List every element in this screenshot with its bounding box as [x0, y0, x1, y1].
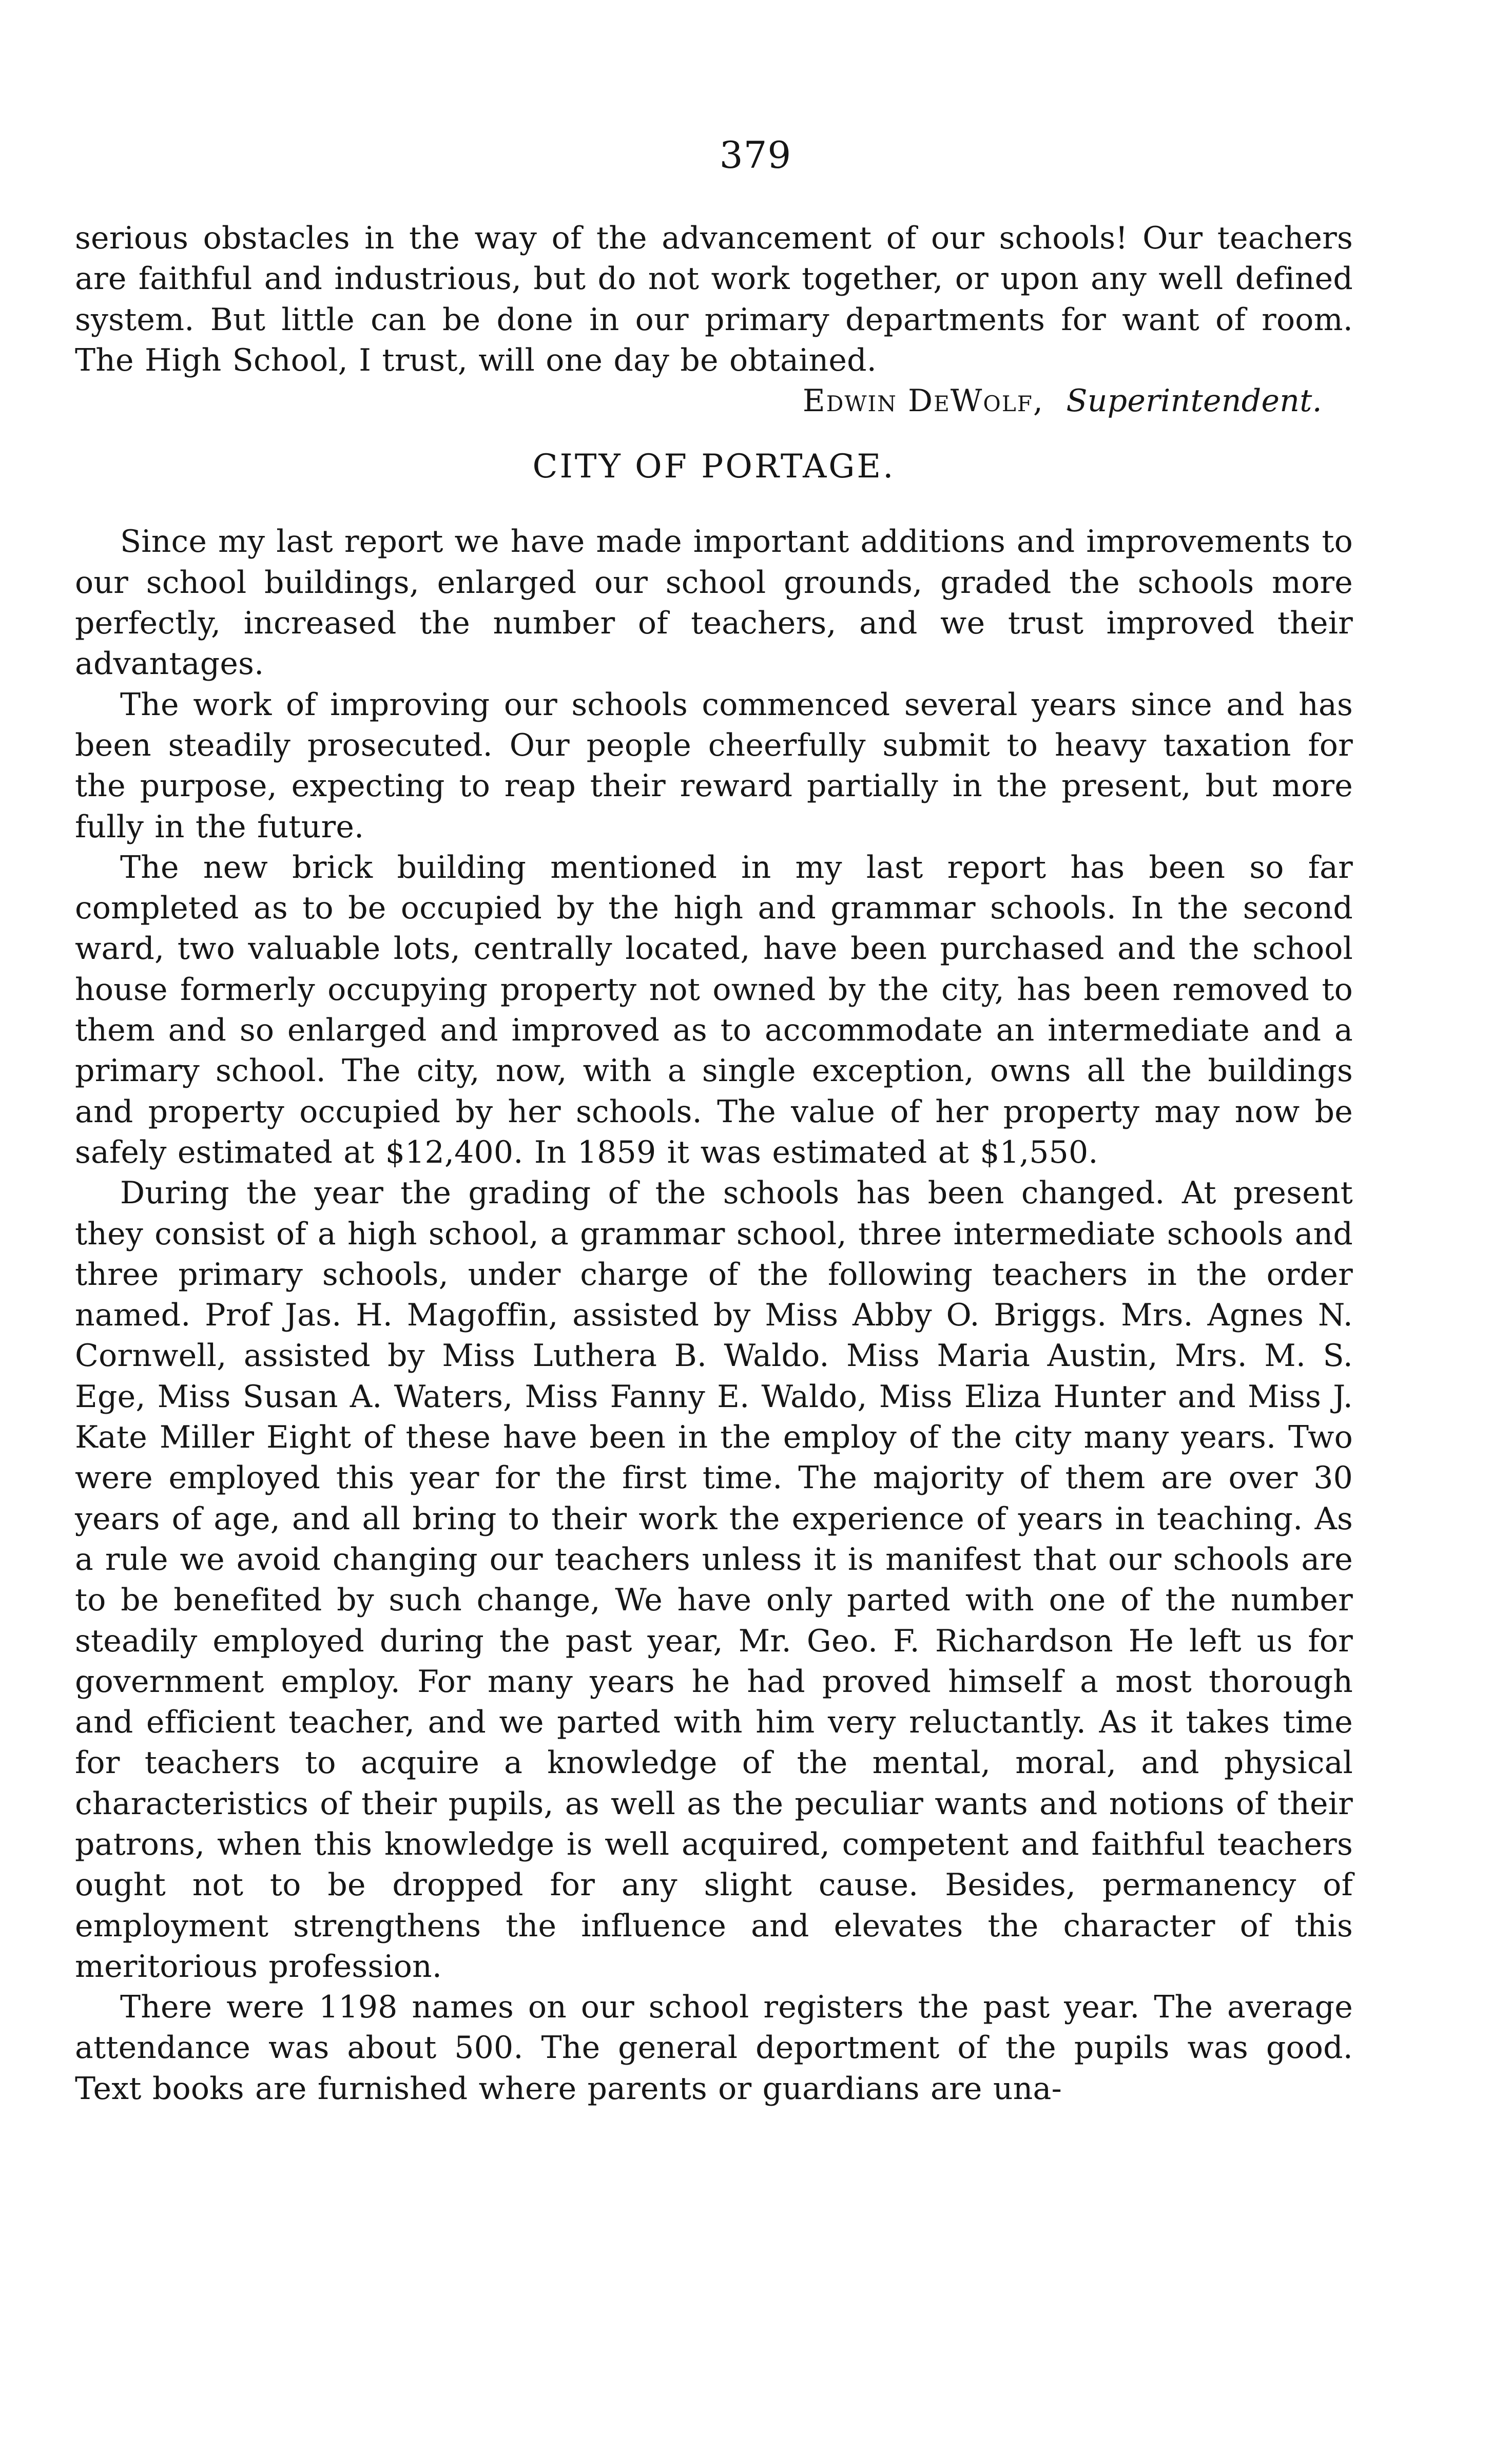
- paragraph-additions: Since my last report we have made important additions and improvements to our school buildings, enlarged our school grounds, graded the schools more perfectly, increased the number of teachers, and we trust improved their advantages.: [75, 524, 1353, 682]
- paragraph-teachers: During the year the grading of the schools has been changed. At present they consist of a high school, a grammar school, three intermediate schools and three primary schools, under charge of the following teachers in the order named. Prof Jas. H. Magoffin, assisted by Miss Abby O. Briggs. Mrs. Agnes N. Cornwell, assisted by Miss Luthera B. Waldo. Miss Maria Austin, Mrs. M. S. Ege, Miss Susan A. Waters, Miss Fanny E. Waldo, Miss Eliza Hunter and Miss J. Kate Miller Eight of these have been in the employ of the city many years. Two were employed this year for the first time. The majority of them are over 30 years of age, and all bring to their work the experience of years in teaching. As a rule we avoid changing our teachers unless it is manifest that our schools are to be benefited by such change, We have only parted with one of the number steadily employed during the past year, Mr. Geo. F. Richardson He left us for government employ. For many years he had proved himself a most thorough and efficient teacher, and we parted with him very reluctantly. As it takes time for teachers to acquire a knowledge of the mental, moral, and physical characteristics of their pupils, as well as the peculiar wants and notions of their patrons, when this knowledge is well acquired, competent and faithful teachers ought not to be dropped for any slight cause. Besides, permanency of employment strengthens the influence and elevates the character of this meritorious profession.: [75, 1175, 1353, 1985]
- paragraph-taxation: The work of improving our schools commenced several years since and has been steadily prosecuted. Our people cheerfully submit to heavy taxation for the purpose, expecting to reap their reward partially in the present, but more fully in the future.: [75, 686, 1353, 845]
- signature-title: Superintendent.: [1066, 383, 1322, 419]
- paragraph-buildings: The new brick building mentioned in my last report has been so far completed as to be occupied by the high and grammar schools. In the second ward, two valuable lots, centrally located, have been purchased and the school house formerly occupying property not owned by the city, has been removed to them and so enlarged and improved as to accommodate an intermediate and a primary school. The city, now, with a single exception, owns all the buildings and property occupied by her schools. The value of her property may now be safely estimated at $12,400. In 1859 it was estimated at $1,550.: [75, 849, 1353, 1170]
- paragraph-attendance: There were 1198 names on our school registers the past year. The average attendance was about 500. The general deportment of the pupils was good. Text books are furnished where parents or guardians are una-: [75, 1989, 1353, 2107]
- page-number: 379: [719, 133, 792, 177]
- intro-paragraph: serious obstacles in the way of the advancement of our schools! Our teachers are faithful and industrious, but do not work together, or upon any well defined system. But little can be done in our primary departments for want of room. The High School, I trust, will one day be obtained.: [75, 220, 1353, 378]
- signature: [75, 381, 1353, 421]
- section-heading: CITY OF PORTAGE.: [532, 448, 896, 486]
- text-column: [75, 218, 1353, 2109]
- signature-name: Edwin DeWolf,: [802, 383, 1044, 419]
